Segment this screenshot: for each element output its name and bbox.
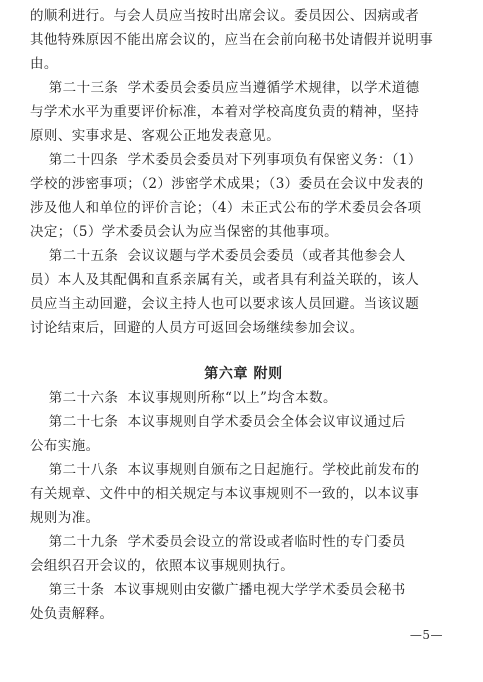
article-27: 第二十七条 本议事规则自学术委员会全体会议审议通过后 公布实施。 [30,414,406,454]
article-23: 第二十三条 学术委员会委员应当遵循学术规律，以学术道德 与学术水平为重要评价标准，本着对学校高度负责的精神，坚持 原则、实事求是、客观公正地发表意见。 [30,80,420,144]
section-spacer [30,340,457,362]
article-30: 第三十条 本议事规则由安徽广播电视大学学术委员会秘书 处负责解释。 [30,582,406,622]
article-26: 第二十六条 本议事规则所称“以上”均含本数。 [30,390,337,406]
article-24: 第二十四条 学术委员会委员对下列事项负有保密义务：（1） 学校的涉密事项；（2）涉密学术成果；（3）委员在会议中发表的 涉及他人和单位的评价言论；（4）未正式公布的学术委员会各项 决定；（5）学术委员会认为应当保密的其他事项。 [30,152,424,240]
paragraph-continuation: 的顺利进行。与会人员应当按时出席会议。委员因公、因病或者 其他特殊原因不能出席会议的，应当在会前向秘书处请假并说明事由。 [30,8,434,72]
chapter-title: 第六章 附则 [204,366,283,382]
article-28: 第二十八条 本议事规则自颁布之日起施行。学校此前发布的 有关规章、文件中的相关规定与本议事规则不一致的，以本议事 规则为准。 [30,462,420,526]
page-number: —5— [409,628,443,642]
document-body [30,4,457,626]
article-29: 第二十九条 学术委员会设立的常设或者临时性的专门委员 会组织召开会议的，依照本议事规则执行。 [30,534,406,574]
article-25: 第二十五条 会议议题与学术委员会委员（或者其他参会人 员）本人及其配偶和直系亲属有关，或者具有利益关联的，该人 员应当主动回避，会议主持人也可以要求该人员回避。当该议题 讨论结束后，回避的人员方可返回会场继续参加会议。 [30,248,420,336]
